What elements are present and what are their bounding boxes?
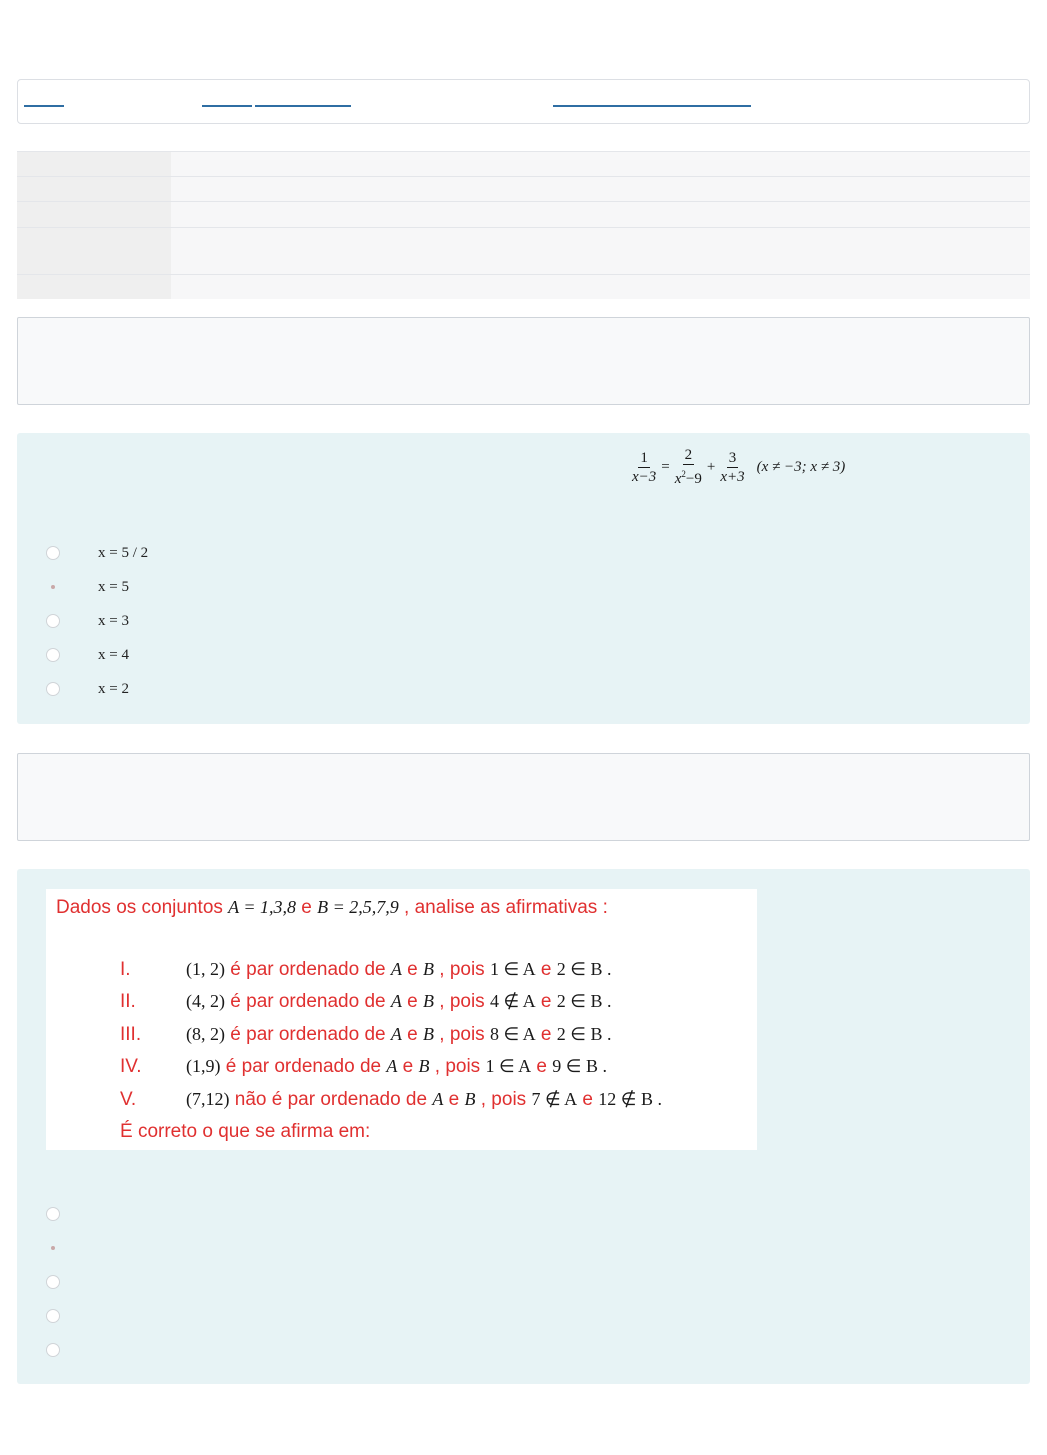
set-b (317, 897, 399, 917)
statement-item (120, 1056, 607, 1078)
item-text: , pois (475, 1089, 532, 1110)
membership: 4 ∉ A (489, 991, 536, 1011)
question-2-body (17, 869, 1030, 1384)
membership: 8 ∈ A (489, 1024, 536, 1044)
membership: 2 ∈ B (556, 959, 603, 979)
item-number: V. (120, 1089, 137, 1110)
item-end: . (602, 1024, 612, 1044)
question-2-info (17, 753, 1030, 841)
ordered-pair: (1, 2) (186, 959, 225, 979)
answer-option[interactable] (46, 1333, 60, 1367)
set-a-text: A = 1,3,8 (228, 897, 296, 917)
fraction-numerator: 1 (640, 449, 648, 466)
answer-option[interactable] (46, 1197, 60, 1231)
statement-item (120, 991, 611, 1013)
membership: 2 ∈ B (556, 991, 603, 1011)
nav-link-4[interactable] (553, 105, 751, 107)
intro-text: , analise as afirmativas : (398, 897, 608, 918)
breadcrumb-bar (17, 79, 1030, 124)
statement-closing: É correto o que se afirma em: (120, 1121, 371, 1142)
item-text: e (401, 959, 423, 980)
summary-label (17, 202, 171, 228)
radio-button[interactable] (46, 614, 60, 628)
item-text: é par ordenado de (225, 959, 391, 980)
item-text: não é par ordenado de (229, 1089, 433, 1110)
ordered-pair: (7,12) (186, 1089, 230, 1109)
fraction-numerator: 2 (684, 447, 693, 463)
summary-value (171, 152, 1030, 177)
item-text: e (401, 1024, 423, 1045)
item-text: e (397, 1056, 419, 1077)
equals-sign: = (661, 458, 670, 475)
item-end: . (597, 1056, 607, 1076)
set-symbol: B (422, 991, 434, 1011)
set-symbol: B (418, 1056, 430, 1076)
item-text: e (531, 1056, 553, 1077)
radio-button[interactable] (46, 1275, 60, 1289)
question-1-options (46, 536, 148, 706)
summary-label (17, 275, 171, 299)
item-text: , pois (433, 1024, 490, 1045)
membership: 1 ∈ A (485, 1056, 532, 1076)
statement-item (120, 1024, 611, 1046)
membership: 9 ∈ B (552, 1056, 598, 1076)
item-text: e (535, 1024, 557, 1045)
item-text: , pois (433, 959, 490, 980)
answer-option[interactable] (46, 672, 148, 706)
radio-button[interactable] (46, 648, 60, 662)
set-symbol: B (422, 959, 434, 979)
statement-item (120, 1089, 662, 1111)
summary-value (171, 275, 1030, 299)
answer-option[interactable] (46, 1299, 60, 1333)
denominator-text: x+3 (720, 468, 745, 485)
set-symbol: B (422, 1024, 434, 1044)
ordered-pair: (1,9) (186, 1056, 221, 1076)
summary-value (171, 202, 1030, 228)
item-text: e (443, 1089, 465, 1110)
question-1-body (17, 433, 1030, 724)
plus-sign: + (706, 458, 716, 475)
item-end: . (602, 991, 612, 1011)
question-2-statement (46, 889, 757, 1150)
radio-button[interactable] (46, 1207, 60, 1221)
set-a (228, 897, 296, 917)
set-symbol: A (432, 1089, 444, 1109)
radio-button-selected[interactable] (46, 580, 60, 594)
option-label: x = 2 (98, 680, 129, 697)
summary-row (17, 275, 1030, 299)
intro-text: Dados os conjuntos (56, 897, 229, 918)
denominator-base: x (674, 471, 682, 487)
statement-item (120, 959, 611, 981)
radio-button[interactable] (46, 1343, 60, 1357)
statement-intro (56, 897, 608, 919)
nav-link-3[interactable] (255, 105, 351, 107)
fraction-numerator: 3 (728, 449, 737, 466)
item-text: é par ordenado de (225, 991, 391, 1012)
question-1-info (17, 317, 1030, 405)
intro-text: e (296, 897, 318, 918)
radio-button[interactable] (46, 1309, 60, 1323)
nav-link-2[interactable] (202, 105, 252, 107)
item-text: e (401, 991, 423, 1012)
item-end: . (652, 1089, 662, 1109)
denominator-exponent: 2 (681, 469, 686, 479)
set-symbol: A (390, 1024, 402, 1044)
summary-row (17, 228, 1030, 275)
option-label: x = 4 (98, 646, 129, 663)
answer-option[interactable] (46, 1265, 60, 1299)
fraction-denominator (630, 468, 658, 485)
set-symbol: A (390, 991, 402, 1011)
question-2-options (46, 1197, 60, 1367)
fraction-denominator (673, 465, 704, 487)
item-end: . (602, 959, 612, 979)
ordered-pair: (4, 2) (186, 991, 225, 1011)
membership: 12 ∉ B (598, 1089, 653, 1109)
membership: 2 ∈ B (556, 1024, 603, 1044)
attempt-summary-table (17, 151, 1030, 299)
item-text: e (535, 959, 557, 980)
set-symbol: B (464, 1089, 476, 1109)
answer-option[interactable] (46, 570, 148, 604)
fraction-denominator (718, 468, 746, 485)
radio-button[interactable] (46, 682, 60, 696)
summary-row (17, 177, 1030, 202)
answer-option[interactable] (46, 604, 148, 638)
item-number: I. (120, 959, 131, 980)
item-number: IV. (120, 1056, 142, 1077)
item-text: é par ordenado de (225, 1024, 391, 1045)
membership: 7 ∉ A (531, 1089, 578, 1109)
membership: 1 ∈ A (489, 959, 536, 979)
summary-value (171, 228, 1030, 275)
item-number: III. (120, 1024, 142, 1045)
summary-label (17, 152, 171, 177)
radio-button[interactable] (46, 546, 60, 560)
set-b-text: B = 2,5,7,9 (317, 897, 399, 917)
option-label: x = 5 (98, 578, 129, 595)
question-1-equation (628, 447, 845, 487)
item-text: é par ordenado de (220, 1056, 387, 1077)
ordered-pair: (8, 2) (186, 1024, 225, 1044)
fraction-2 (673, 447, 704, 487)
domain-condition: (x ≠ −3; x ≠ 3) (756, 458, 846, 475)
summary-label (17, 228, 171, 275)
set-symbol: A (386, 1056, 398, 1076)
option-label: x = 5 / 2 (98, 544, 149, 561)
fraction-1 (630, 450, 658, 485)
answer-option[interactable] (46, 536, 148, 570)
item-text: e (577, 1089, 599, 1110)
summary-value (171, 177, 1030, 202)
fraction-3 (718, 450, 746, 485)
summary-row (17, 202, 1030, 228)
item-text: , pois (433, 991, 490, 1012)
item-text: , pois (429, 1056, 486, 1077)
answer-option[interactable] (46, 638, 148, 672)
set-symbol: A (390, 959, 402, 979)
radio-button-selected[interactable] (46, 1241, 60, 1255)
denominator-rest: −9 (685, 471, 702, 487)
item-number: II. (120, 991, 136, 1012)
answer-option[interactable] (46, 1231, 60, 1265)
summary-row (17, 152, 1030, 177)
summary-label (17, 177, 171, 202)
option-label: x = 3 (98, 612, 129, 629)
item-text: e (535, 991, 557, 1012)
nav-link-1[interactable] (24, 105, 64, 107)
denominator-text: x−3 (632, 468, 657, 485)
